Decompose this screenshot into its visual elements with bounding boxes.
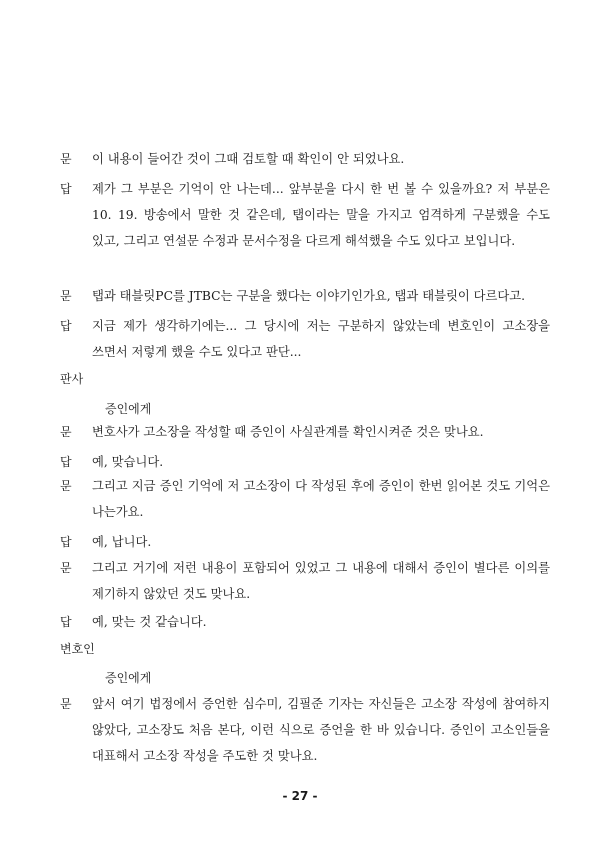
question-entry: [60, 473, 550, 525]
question-label: 문: [60, 425, 72, 439]
question-label: 문: [60, 289, 72, 303]
page-number: - 27 -: [282, 789, 318, 803]
question-label: 문: [60, 697, 72, 711]
question-text: 변호사가 고소장을 작성할 때 증인이 사실관계를 확인시켜준 것은 맞나요.: [92, 425, 484, 439]
answer-text: 제가 그 부분은 기억이 안 나는데... 앞부분을 다시 한 번 볼 수 있을까요? 저 부분은 10. 19. 방송에서 말한 것 같은데, 탭이라는 말을 가지고 엄격하게 구분했을 수도 있고, 그리고 연설문 수정과 문서수정을 다르게 해석했을 수도 있다고 보입니다.: [92, 182, 550, 248]
answer-label: 답: [60, 615, 72, 629]
answer-text: 예, 맞는 것 같습니다.: [92, 615, 207, 629]
speaker-heading-counsel: 변호인: [60, 642, 95, 656]
question-label: 문: [60, 152, 72, 166]
question-text: 그리고 지금 증인 기억에 저 고소장이 다 작성된 후에 증인이 한번 읽어본 것도 기억은 나는가요.: [92, 479, 550, 519]
answer-entry: [60, 449, 550, 475]
question-label: 문: [60, 479, 72, 493]
answer-label: 답: [60, 182, 72, 196]
question-text: 그리고 거기에 저런 내용이 포함되어 있었고 그 내용에 대해서 증인이 별다른 이의를 제기하지 않았던 것도 맞나요.: [92, 561, 550, 601]
speaker-heading-judge: 판사: [60, 372, 84, 386]
addressee-label: 증인에게: [105, 671, 152, 685]
answer-label: 답: [60, 535, 72, 549]
answer-entry: [60, 609, 550, 635]
answer-entry: [60, 529, 550, 555]
answer-text: 예, 납니다.: [92, 535, 152, 549]
question-text: 이 내용이 들어간 것이 그때 검토할 때 확인이 안 되었나요.: [92, 152, 405, 166]
question-entry: [60, 419, 550, 445]
answer-text: 예, 맞습니다.: [92, 455, 164, 469]
answer-label: 답: [60, 319, 72, 333]
question-entry: [60, 555, 550, 607]
answer-entry: [60, 313, 550, 365]
answer-label: 답: [60, 455, 72, 469]
addressee-label: 증인에게: [105, 402, 152, 416]
answer-text: 지금 제가 생각하기에는... 그 당시에 저는 구분하지 않았는데 변호인이 고소장을 쓰면서 저렇게 했을 수도 있다고 판단...: [92, 319, 550, 359]
question-text: 앞서 여기 법정에서 증언한 심수미, 김필준 기자는 자신들은 고소장 작성에 참여하지 않았다, 고소장도 처음 본다, 이런 식으로 증언을 한 바 있습니다. 증인이 고소인들을 대표해서 고소장 작성을 주도한 것 맞나요.: [92, 697, 550, 763]
question-entry: [60, 146, 550, 172]
question-entry: [60, 691, 550, 769]
question-label: 문: [60, 561, 72, 575]
question-text: 탭과 태블릿PC를 JTBC는 구분을 했다는 이야기인가요, 탭과 태블릿이 다르다고.: [92, 289, 526, 303]
question-entry: [60, 283, 550, 309]
answer-entry: [60, 176, 550, 254]
